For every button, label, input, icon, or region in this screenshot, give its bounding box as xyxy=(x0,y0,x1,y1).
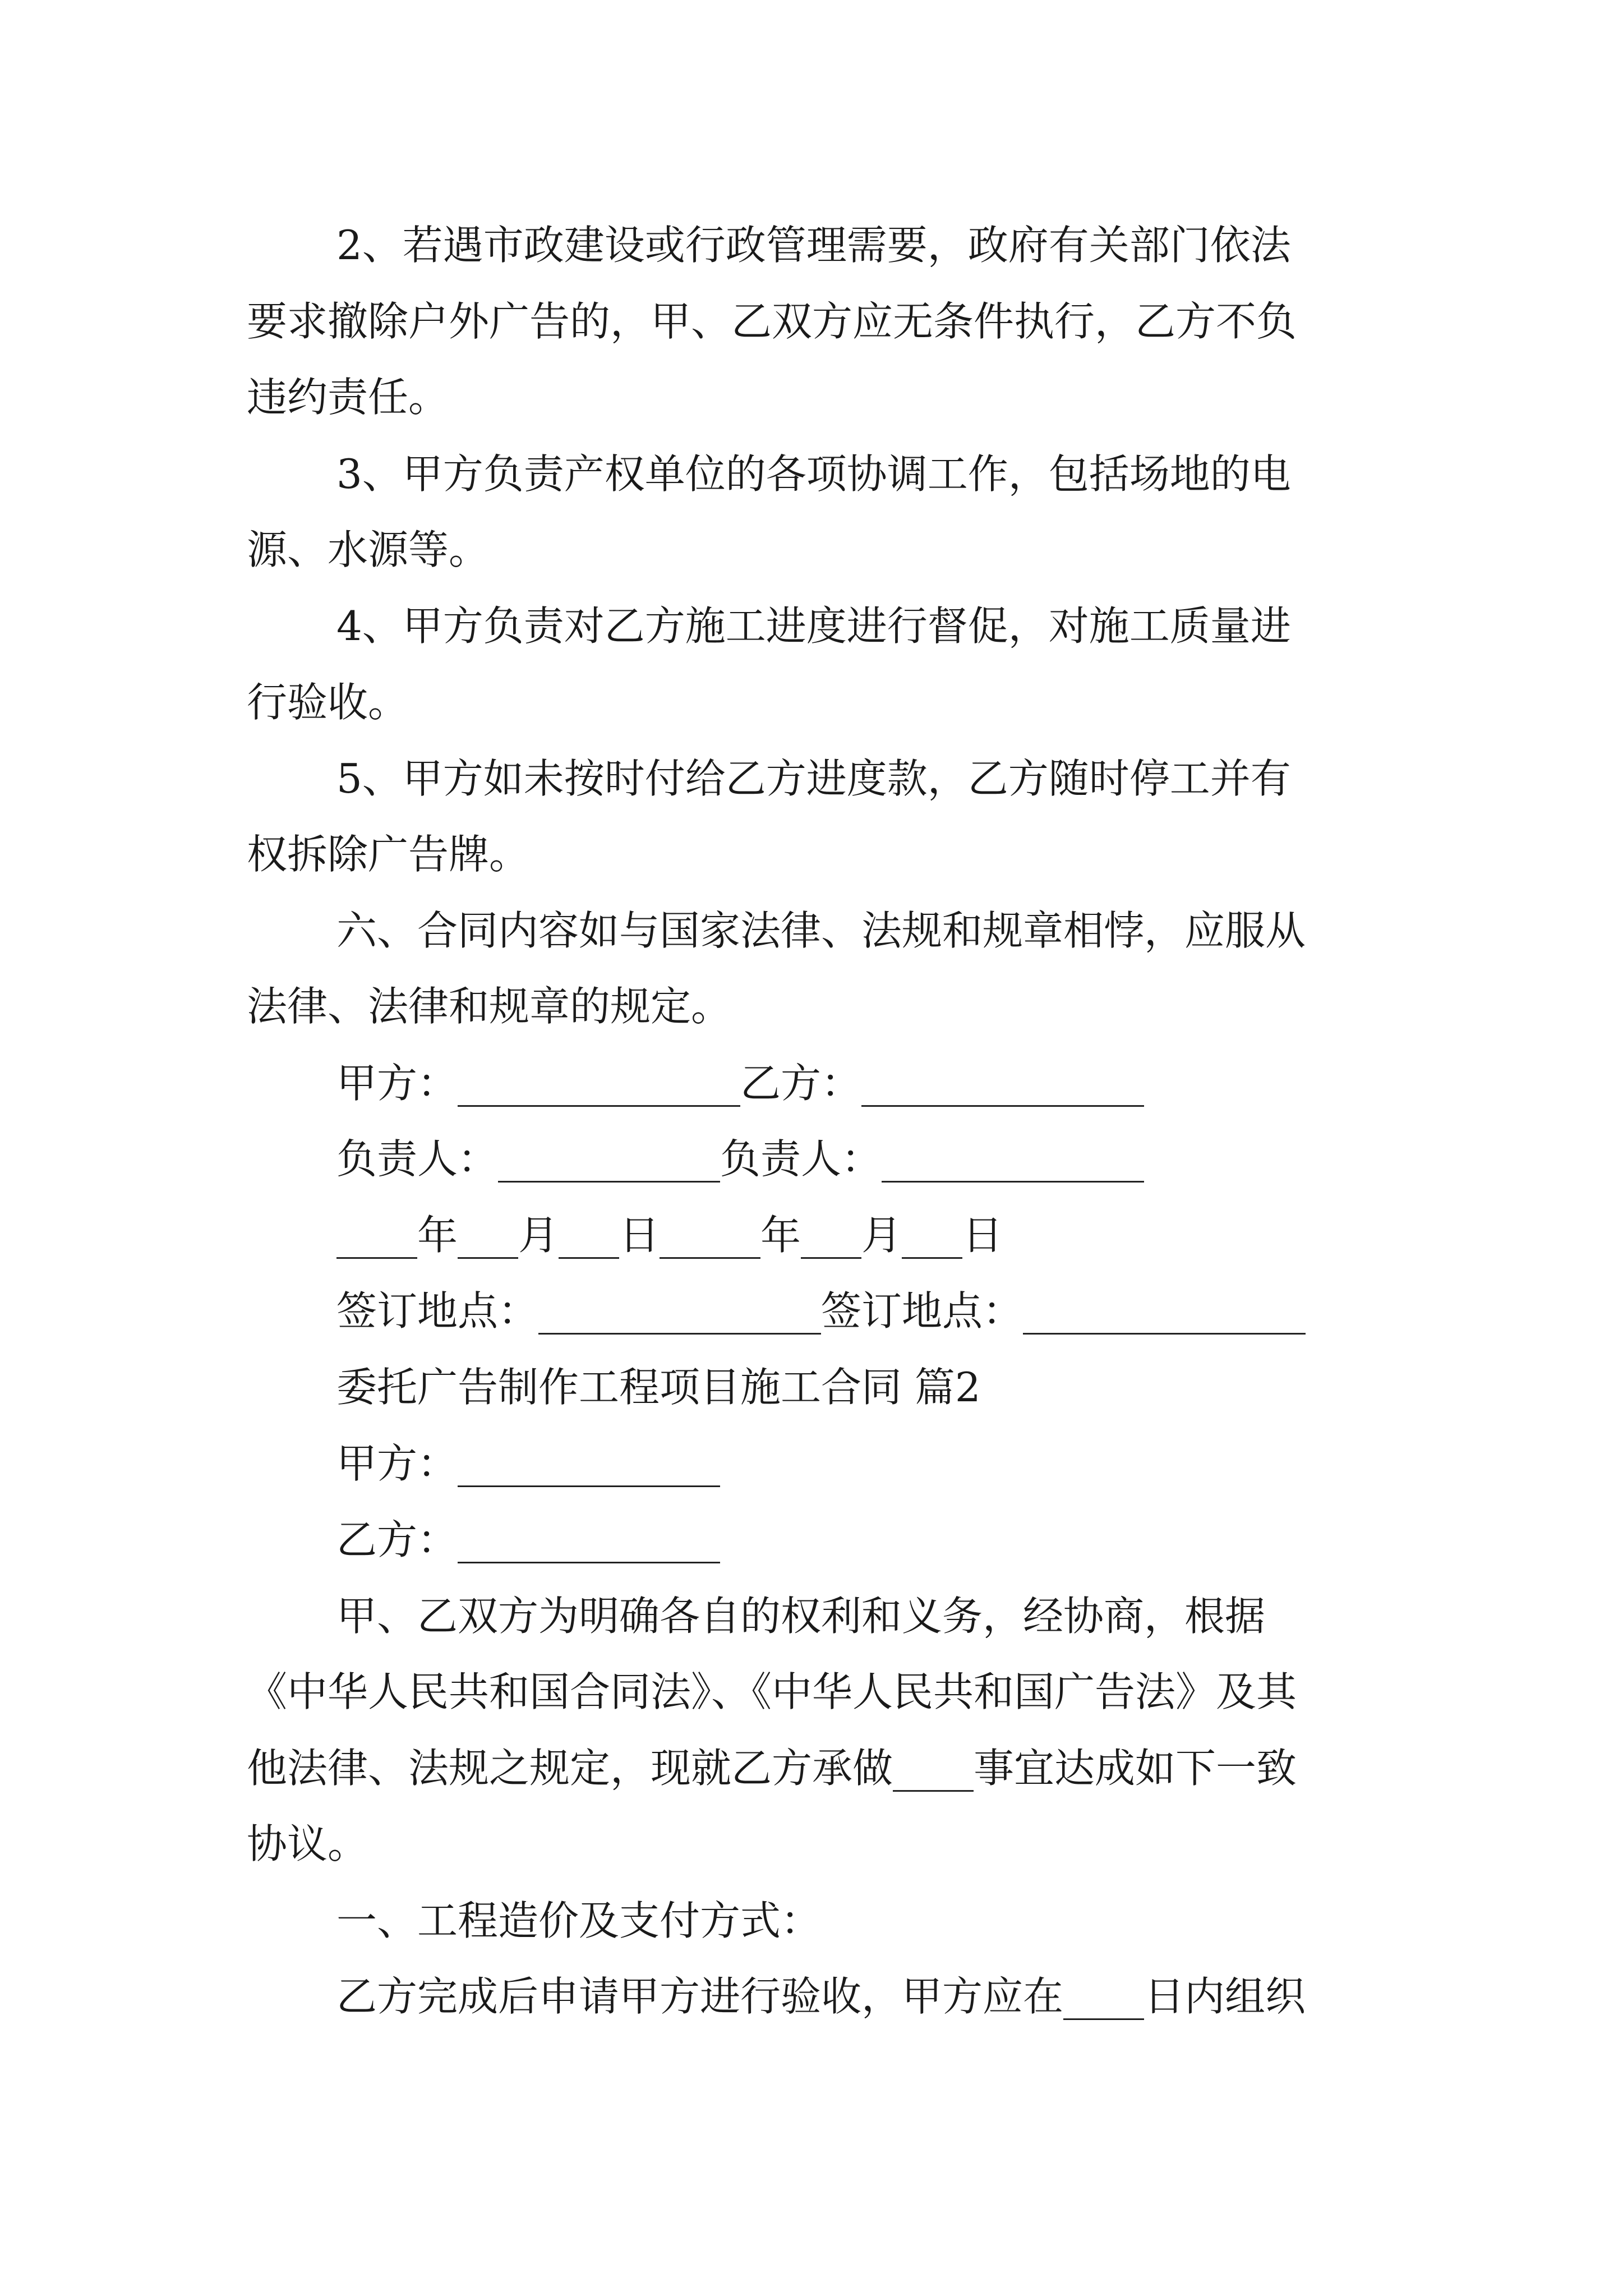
document-page: 2、若遇市政建设或行政管理需要，政府有关部门依法 要求撤除户外广告的，甲、乙双方应无条件执行，乙方不负 违约责任。 3、甲方负责产权单位的各项协调工作，包括场地的电 源、水源等。 4、甲方负责对乙方施工进度进行督促，对施工质量进 行验收。 5、甲方如未按时付给乙方进度款，乙方随时停工并有 权拆除广告牌。 六、合同内容如与国家法律、法规和规章相悖，应服从 法律、法律和规章的规定。 甲方：______________乙方：______________ 负责人：___________负责人：_____________ ____年___月___日_____年___月___日 签订地点：______________签订地点：______________ 委托广告制作工程项目施工合同 篇2 甲方：_____________ 乙方：_____________ 甲、乙双方为明确各自的权利和义务，经协商，根据 《中华人民共和国合同法》、《中华人民共和国广告法》及其 他法律、法规之规定，现就乙方承做____事宜达成如下一致 协议。 一、工程造价及支付方式： 乙方完成后申请甲方进行验收，甲方应在____日内组织 xyxy=(247,222,1306,2020)
